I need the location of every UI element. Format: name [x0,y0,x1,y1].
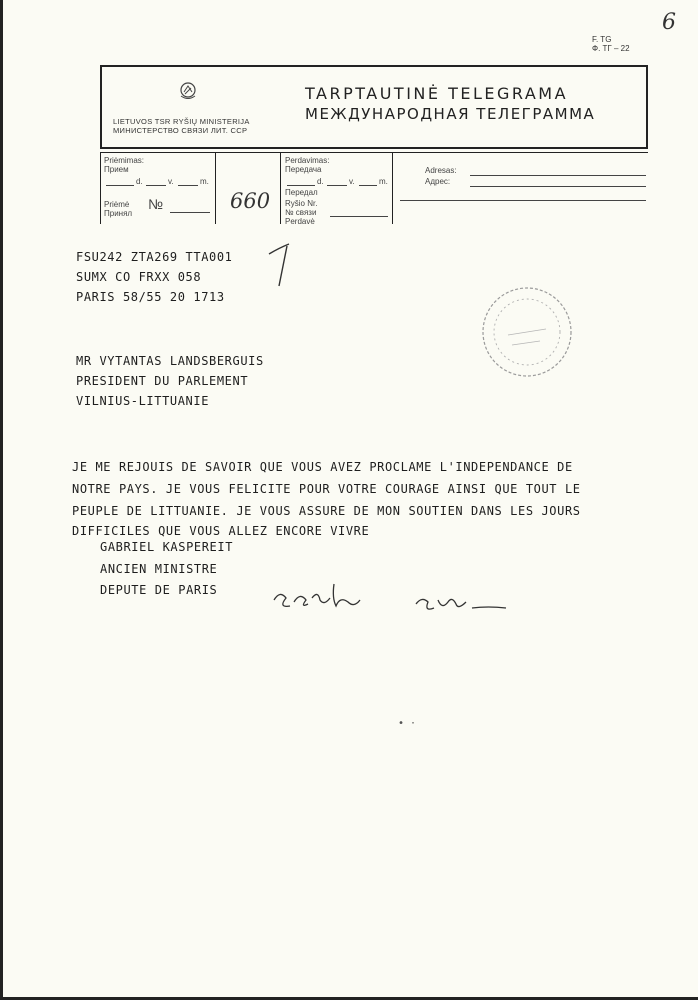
address-rule [470,186,646,187]
form-rule [170,212,210,213]
message-line-4: DIFFICILES QUE VOUS ALLEZ ENCORE VIVRE [72,524,370,538]
form-code-line2: Ф. ТГ – 22 [592,44,630,53]
form-rule [178,185,198,186]
address-rule [400,200,646,201]
recipient-address: VILNIUS-LITTUANIE [76,394,210,408]
postal-stamp [478,283,576,381]
day-label: d. [136,177,143,186]
sending-minute-label: m. [379,177,388,186]
telegram-number: 660 [230,189,271,213]
form-rule [327,185,347,186]
page-number: 6 [662,10,676,35]
sending-day-label: d. [317,177,324,186]
form-number-cell [215,152,281,224]
sender-office: DEPUTE DE PARIS [100,583,218,597]
hour-label: v. [168,177,174,186]
form-rule [330,216,388,217]
sending-label: Perdavimas: [285,156,330,165]
address-rule [470,175,646,176]
recipient-title: PRESIDENT DU PARLEMENT [76,374,249,388]
title-russian: МЕЖДУНАРОДНАЯ ТЕЛЕГРАММА [305,105,596,123]
form-code-line1: F. TG [592,35,612,44]
sender-name: GABRIEL KASPEREIT [100,540,234,554]
sending-hour-label: v. [349,177,355,186]
minute-label: m. [200,177,209,186]
form-rule [287,185,315,186]
sender-title: ANCIEN MINISTRE [100,562,218,576]
link-number-label-ru: № связи [285,208,317,217]
received-by-label: Priėmė [104,200,130,209]
handwritten-mark [265,242,295,290]
address-label: Adresas: [425,166,457,175]
ministry-line-lt: LIETUVOS TSR RYŠIŲ MINISTERIJA [113,117,250,126]
message-line-1: JE ME REJOUIS DE SAVOIR QUE VOUS AVEZ PROCLAME L'INDEPENDANCE DE [72,460,573,474]
address-label-ru: Адрес: [425,177,451,186]
transmission-line-1: FSU242 ZTA269 TTA001 [76,250,233,264]
ministry-label [113,117,250,135]
sender-label-ru: Передал [285,188,318,197]
transmission-line-2: SUMX CO FRXX 058 [76,270,202,284]
sending-label-ru: Передача [285,165,322,174]
form-rule [146,185,166,186]
message-line-3: PEUPLE DE LITTUANIE. JE VOUS ASSURE DE MON SOUTIEN DANS LES JOURS [72,504,581,518]
form-rule [359,185,377,186]
received-by-label-ru: Принял [104,209,133,218]
ink-dots: • · [398,718,417,729]
message-line-2: NOTRE PAYS. JE VOUS FELICITE POUR VOTRE COURAGE AINSI QUE TOUT LE [72,482,581,496]
ministry-line-ru: МИНИСТЕРСТВО СВЯЗИ ЛИТ. ССР [113,126,248,135]
transmission-line-3: PARIS 58/55 20 1713 [76,290,225,304]
received-label-ru: Прием [104,165,129,174]
form-rule [106,185,134,186]
number-sign: № [148,196,164,212]
title-lithuanian: TARPTAUTINĖ TELEGRAMA [305,84,569,103]
page-edge-left [0,0,3,1000]
form-code [592,35,630,53]
sent-by-label: Perdavė [285,217,315,226]
link-number-label: Ryšio Nr. [285,199,318,208]
recipient-name: MR VYTANTAS LANDSBERGUIS [76,354,264,368]
emblem-icon [176,80,200,102]
received-label: Priėmimas: [104,156,145,165]
handwritten-signature [268,578,528,628]
